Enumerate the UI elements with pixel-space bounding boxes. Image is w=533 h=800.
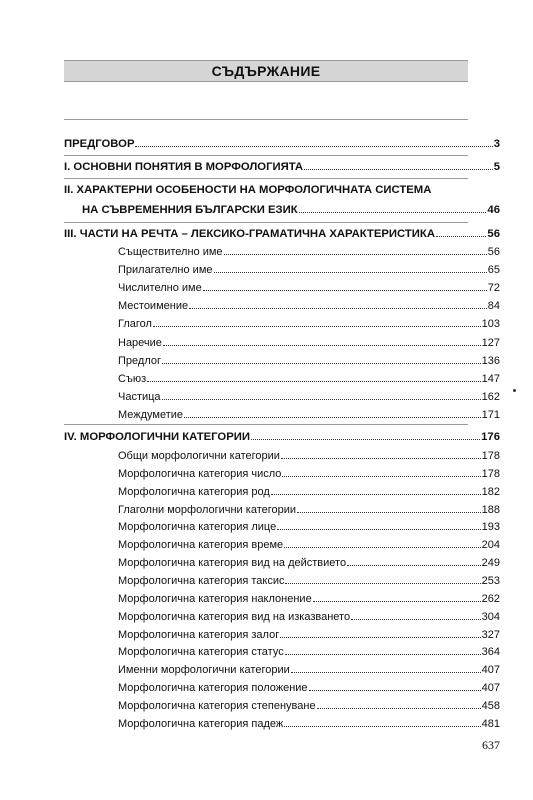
dot-leader — [285, 645, 481, 655]
toc-entry-chapter-1[interactable] — [64, 160, 500, 174]
entry-page: 407 — [481, 682, 500, 695]
dot-leader — [313, 592, 481, 602]
toc-subentry-category[interactable] — [118, 485, 500, 499]
margin-mark — [513, 389, 516, 392]
entry-page: 188 — [481, 503, 500, 516]
entry-page: 481 — [481, 717, 500, 730]
dot-leader — [224, 245, 487, 255]
entry-label: Наречие — [118, 336, 162, 349]
dot-leader — [284, 717, 480, 727]
dot-leader — [281, 449, 481, 459]
entry-label: Прилагателно име — [118, 264, 213, 277]
entry-label: Морфологична категория наклонение — [118, 592, 312, 605]
toc-entry-preface[interactable] — [64, 137, 500, 151]
toc-subentry-part-of-speech[interactable] — [118, 372, 500, 386]
toc-entry-chapter-3[interactable] — [64, 227, 500, 241]
entry-label: Морфологична категория степенуване — [118, 699, 316, 712]
toc-subentry-part-of-speech[interactable] — [118, 299, 500, 313]
dot-leader — [284, 538, 481, 548]
toc-subentry-category[interactable] — [118, 592, 500, 606]
entry-page: 253 — [481, 574, 500, 587]
dot-leader — [297, 503, 481, 513]
dot-leader — [271, 485, 481, 495]
dot-leader — [282, 467, 480, 477]
dot-leader — [203, 281, 487, 291]
dot-leader — [189, 299, 487, 309]
entry-page: 176 — [481, 431, 500, 443]
entry-label: II. ХАРАКТЕРНИ ОСОБЕНОСТИ НА МОРФОЛОГИЧНАТА СИСТЕМА — [64, 184, 432, 196]
toc-entry-chapter-4[interactable] — [64, 430, 500, 444]
entry-label: Морфологична категория залог — [118, 628, 280, 641]
entry-page: 249 — [481, 557, 500, 570]
entry-page: 178 — [481, 467, 500, 480]
entry-page: 5 — [493, 161, 500, 173]
entry-page: 458 — [481, 699, 500, 712]
toc-subentry-part-of-speech[interactable] — [118, 354, 500, 368]
entry-label: Морфологична категория вид на изказването — [118, 610, 351, 623]
entry-page: 127 — [481, 336, 500, 349]
entry-label: НА СЪВРЕМЕННИЯ БЪЛГАРСКИ ЕЗИК — [82, 204, 298, 216]
entry-page: 84 — [487, 300, 500, 313]
entry-label: Съюз — [118, 372, 147, 385]
toc-subentry-category[interactable] — [118, 663, 500, 677]
entry-label: Морфологична категория таксис — [118, 574, 285, 587]
entry-page: 182 — [481, 485, 500, 498]
toc-subentry-category[interactable] — [118, 610, 500, 624]
dot-leader — [162, 354, 481, 364]
dot-leader — [251, 430, 480, 440]
dot-leader — [147, 372, 481, 382]
entry-label: Съществително име — [118, 246, 223, 258]
dot-leader — [162, 390, 481, 400]
entry-page: 72 — [487, 282, 500, 295]
entry-page: 3 — [493, 138, 500, 150]
entry-page: 262 — [481, 592, 500, 605]
dot-leader — [351, 610, 481, 620]
dot-leader — [285, 574, 480, 584]
toc-subentry-part-of-speech[interactable] — [118, 263, 500, 277]
dot-leader — [291, 663, 481, 673]
entry-page: 304 — [481, 610, 500, 623]
toc-subentry-part-of-speech[interactable] — [118, 281, 500, 295]
toc-subentry-category[interactable] — [118, 699, 500, 713]
entry-label: Общи морфологични категории — [118, 450, 280, 462]
entry-page: 178 — [481, 450, 500, 462]
entry-page: 327 — [481, 628, 500, 641]
entry-label: Морфологична категория падеж — [118, 717, 284, 730]
dot-leader — [135, 137, 492, 147]
toc-subentry-category[interactable] — [118, 717, 500, 731]
entry-page: 46 — [487, 204, 500, 216]
entry-page: 136 — [481, 354, 500, 367]
dot-leader — [347, 556, 481, 566]
entry-page: 56 — [487, 246, 500, 258]
entry-label: Морфологична категория число — [118, 467, 282, 480]
entry-page: 147 — [481, 372, 500, 385]
toc-subentry-part-of-speech[interactable] — [118, 390, 500, 404]
divider — [64, 424, 468, 425]
divider — [64, 155, 468, 156]
dot-leader — [184, 408, 481, 418]
entry-page: 103 — [481, 318, 500, 331]
dot-leader — [214, 263, 487, 273]
toc-subentry-category[interactable] — [118, 628, 500, 642]
toc-entry-chapter-2-line1[interactable] — [64, 183, 500, 197]
entry-page: 364 — [481, 646, 500, 659]
entry-label: Морфологична категория вид на действието — [118, 557, 347, 570]
page-number: 637 — [482, 738, 500, 752]
dot-leader — [277, 520, 480, 530]
entry-label: Местоимение — [118, 300, 189, 313]
entry-page: 171 — [481, 408, 500, 421]
entry-label: Морфологична категория лице — [118, 521, 277, 534]
toc-subentry-category[interactable] — [118, 556, 500, 570]
toc-subentry-category[interactable] — [118, 520, 500, 534]
entry-label: Морфологична категория род — [118, 485, 270, 498]
toc-subentry-part-of-speech[interactable] — [118, 336, 500, 350]
dot-leader — [304, 160, 493, 170]
toc-subentry-part-of-speech[interactable] — [118, 408, 500, 422]
entry-label: Частица — [118, 390, 161, 403]
dot-leader — [280, 628, 480, 638]
entry-label: Именни морфологични категории — [118, 664, 290, 677]
dot-leader — [153, 317, 481, 327]
toc-subentry-category[interactable] — [118, 467, 500, 481]
toc-subentry-part-of-speech[interactable] — [118, 245, 500, 259]
entry-label: Морфологична категория статус — [118, 646, 284, 659]
entry-page: 56 — [487, 228, 500, 240]
entry-label: III. ЧАСТИ НА РЕЧТА – ЛЕКСИКО-ГРАМАТИЧНА ХАРАКТЕРИСТИКА — [64, 228, 435, 240]
toc-subentry-category[interactable] — [118, 681, 500, 695]
toc-subentry-category[interactable] — [118, 538, 500, 552]
entry-page: 162 — [481, 390, 500, 403]
entry-label: IV. МОРФОЛОГИЧНИ КАТЕГОРИИ — [64, 431, 250, 443]
toc-entry-chapter-2-line2[interactable] — [82, 203, 500, 217]
entry-page: 193 — [481, 521, 500, 534]
dot-leader — [299, 203, 487, 213]
entry-label: Междуметие — [118, 408, 184, 421]
entry-page: 65 — [487, 264, 500, 277]
dot-leader — [163, 336, 481, 346]
toc-subentry-category[interactable] — [118, 449, 500, 463]
dot-leader — [436, 227, 486, 237]
entry-label: Морфологична категория положение — [118, 682, 308, 695]
entry-page: 204 — [481, 539, 500, 552]
entry-label: ПРЕДГОВОР — [64, 138, 135, 150]
toc-title: СЪДЪРЖАНИЕ — [64, 60, 468, 82]
entry-label: Морфологична категория време — [118, 539, 284, 552]
divider — [64, 222, 468, 223]
entry-page: 407 — [481, 664, 500, 677]
toc-subentry-category[interactable] — [118, 574, 500, 588]
entry-label: I. ОСНОВНИ ПОНЯТИЯ В МОРФОЛОГИЯТА — [64, 161, 304, 173]
toc-subentry-category[interactable] — [118, 503, 500, 517]
divider — [64, 178, 468, 179]
dot-leader — [317, 699, 481, 709]
divider — [64, 119, 468, 120]
entry-label: Глагол — [118, 318, 152, 331]
entry-label: Предлог — [118, 354, 161, 367]
entry-label: Числително име — [118, 282, 202, 295]
toc-subentry-category[interactable] — [118, 645, 500, 659]
dot-leader — [309, 681, 481, 691]
entry-label: Глаголни морфологични категории — [118, 503, 297, 516]
toc-subentry-part-of-speech[interactable] — [118, 317, 500, 331]
